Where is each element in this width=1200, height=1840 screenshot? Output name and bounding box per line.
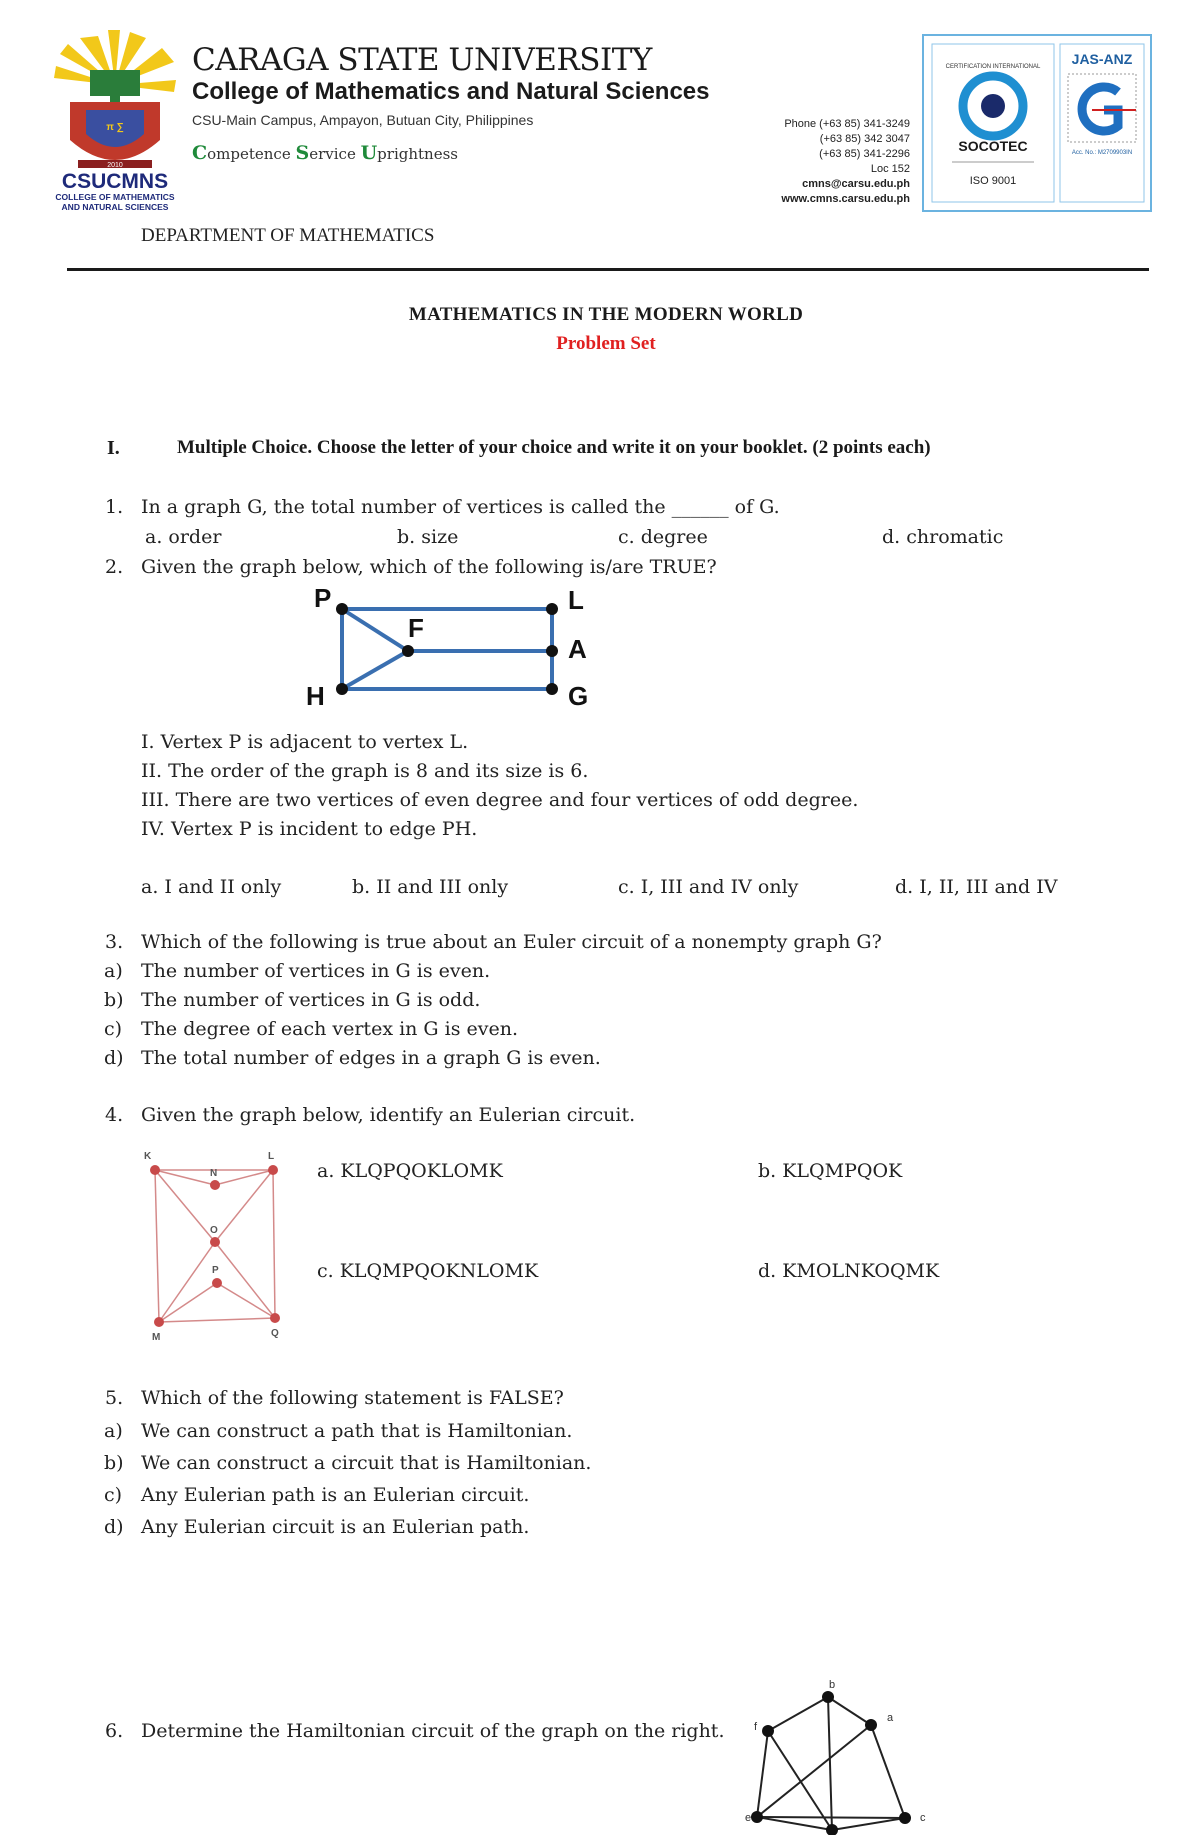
q1-choice-c: c. degree xyxy=(618,526,708,548)
q4-vertex-o xyxy=(210,1237,220,1247)
q1-number: 1. xyxy=(105,496,124,518)
q5-option-b-letter: b) xyxy=(104,1452,124,1474)
q4-vertex-p xyxy=(212,1278,222,1288)
q6-graph xyxy=(745,1675,935,1835)
q6-number: 6. xyxy=(105,1720,124,1742)
logo-banner-text: 2010 xyxy=(107,162,123,169)
q2-vertex-p xyxy=(336,603,348,615)
jasanz-acc-number: Acc. No.: M2709903IN xyxy=(1071,150,1133,156)
q4-text: Given the graph below, identify an Eulerian circuit. xyxy=(141,1104,636,1126)
q4-vertex-m xyxy=(154,1317,164,1327)
q4-vertex-n xyxy=(210,1180,220,1190)
q2-label-h: H xyxy=(306,681,325,711)
q6-label-b: b xyxy=(829,1679,836,1691)
motto-word-1: ompetence xyxy=(207,145,296,163)
iso-label: ISO 9001 xyxy=(969,175,1017,187)
motto-word-3: prightness xyxy=(377,145,458,163)
q2-label-p: P xyxy=(314,585,332,613)
q6-vertex-d xyxy=(826,1824,838,1835)
logo-text-line2: COLLEGE OF MATHEMATICS xyxy=(55,192,175,202)
q2-label-g: G xyxy=(568,681,589,711)
q2-vertex-f xyxy=(402,645,414,657)
q6-text: Determine the Hamiltonian circuit of the graph on the right. xyxy=(141,1720,725,1742)
college-address: CSU-Main Campus, Ampayon, Butuan City, Philippines xyxy=(192,112,534,128)
q4-vertex-k xyxy=(150,1165,160,1175)
q1-choice-d: d. chromatic xyxy=(882,526,1004,548)
q1-choice-a: a. order xyxy=(145,526,222,548)
q4-number: 4. xyxy=(105,1104,124,1126)
q2-choice-d: d. I, II, III and IV xyxy=(895,876,1058,898)
motto-initial-1: C xyxy=(192,142,208,164)
section-number: I. xyxy=(107,437,120,459)
contact-phone-1: Phone (+63 85) 341-3249 xyxy=(784,118,910,130)
q6-vertex-e xyxy=(751,1811,763,1823)
q4-label-l: L xyxy=(268,1151,275,1162)
contact-loc: Loc 152 xyxy=(870,163,910,175)
q3-option-d: The total number of edges in a graph G is even. xyxy=(141,1047,601,1069)
q3-option-b-letter: b) xyxy=(104,989,124,1011)
q5-option-a-letter: a) xyxy=(104,1420,123,1442)
q2-number: 2. xyxy=(105,556,124,578)
q2-label-l: L xyxy=(568,585,584,615)
header-divider xyxy=(67,268,1149,271)
motto-word-2: ervice xyxy=(309,145,361,163)
q6-label-a: a xyxy=(887,1712,894,1724)
q3-text: Which of the following is true about an Euler circuit of a nonempty graph G? xyxy=(141,931,882,953)
q2-label-a: A xyxy=(568,634,587,664)
jasanz-label: JAS-ANZ xyxy=(1071,51,1133,67)
q2-statement-1: I. Vertex P is adjacent to vertex L. xyxy=(141,731,469,753)
q6-label-f: f xyxy=(754,1721,758,1733)
q2-choice-b: b. II and III only xyxy=(352,876,509,898)
q2-text: Given the graph below, which of the following is/are TRUE? xyxy=(141,556,717,578)
q5-option-d: Any Eulerian circuit is an Eulerian path. xyxy=(141,1516,530,1538)
q2-graph xyxy=(300,585,600,715)
college-motto xyxy=(192,142,458,164)
college-name: College of Mathematics and Natural Sciences xyxy=(192,78,710,105)
logo-text-csucmns: CSUCMNS xyxy=(61,170,169,193)
q2-graph-edges xyxy=(342,609,552,689)
q1-choice-b: b. size xyxy=(397,526,459,548)
q6-label-e: e xyxy=(745,1812,752,1824)
q4-choice-b: b. KLQMPQOK xyxy=(758,1160,903,1182)
q3-option-a: The number of vertices in G is even. xyxy=(141,960,491,982)
q6-vertex-c xyxy=(899,1812,911,1824)
q2-statement-4: IV. Vertex P is incident to edge PH. xyxy=(141,818,478,840)
q5-number: 5. xyxy=(105,1387,124,1409)
q2-vertex-a xyxy=(546,645,558,657)
q5-option-b: We can construct a circuit that is Hamiltonian. xyxy=(141,1452,592,1474)
q4-choice-a: a. KLQPQOKLOMK xyxy=(317,1160,503,1182)
q4-label-m: M xyxy=(152,1332,161,1342)
contact-phone-2: (+63 85) 342 3047 xyxy=(819,133,910,145)
q3-option-c: The degree of each vertex in G is even. xyxy=(141,1018,519,1040)
q2-statement-3: III. There are two vertices of even degree and four vertices of odd degree. xyxy=(141,789,859,811)
q1-text: In a graph G, the total number of vertices is called the ______ of G. xyxy=(141,496,780,518)
q4-label-o: O xyxy=(210,1225,218,1236)
q3-option-b: The number of vertices in G is odd. xyxy=(141,989,481,1011)
q3-option-a-letter: a) xyxy=(104,960,123,982)
q5-option-c-letter: c) xyxy=(104,1484,123,1506)
section-instruction: Multiple Choice. Choose the letter of your choice and write it on your booklet. (2 points each) xyxy=(177,437,931,458)
q4-label-n: N xyxy=(210,1168,218,1179)
q2-choice-a: a. I and II only xyxy=(141,876,282,898)
q2-vertex-g xyxy=(546,683,558,695)
q4-label-q: Q xyxy=(271,1328,279,1339)
contact-phone-3: (+63 85) 341-2296 xyxy=(819,148,910,160)
q5-option-a: We can construct a path that is Hamiltonian. xyxy=(141,1420,573,1442)
q4-vertex-l xyxy=(268,1165,278,1175)
q5-option-d-letter: d) xyxy=(104,1516,124,1538)
contact-website[interactable]: www.cmns.carsu.edu.ph xyxy=(781,193,910,205)
q2-choice-c: c. I, III and IV only xyxy=(618,876,799,898)
q2-vertex-l xyxy=(546,603,558,615)
q5-option-c: Any Eulerian path is an Eulerian circuit. xyxy=(141,1484,530,1506)
q6-vertex-a xyxy=(865,1719,877,1731)
q3-option-c-letter: c) xyxy=(104,1018,123,1040)
college-logo xyxy=(50,30,180,215)
cert-ring-text: CERTIFICATION INTERNATIONAL xyxy=(945,64,1041,70)
q4-label-k: K xyxy=(144,1151,152,1162)
q4-vertex-q xyxy=(270,1313,280,1323)
q6-label-c: c xyxy=(920,1812,926,1824)
certification-badge xyxy=(922,34,1152,212)
logo-text-line3: AND NATURAL SCIENCES xyxy=(61,202,169,212)
university-name: CARAGA STATE UNIVERSITY xyxy=(192,42,652,78)
svg-text:π ∑: π ∑ xyxy=(106,122,124,133)
contact-block xyxy=(781,117,910,207)
q2-vertex-h xyxy=(336,683,348,695)
q4-choice-d: d. KMOLNKOQMK xyxy=(758,1260,940,1282)
document-subtitle: Problem Set xyxy=(556,333,656,354)
motto-initial-2: S xyxy=(295,142,310,164)
q6-graph-edges xyxy=(757,1697,905,1830)
q2-statement-2: II. The order of the graph is 8 and its size is 6. xyxy=(141,760,589,782)
q2-label-f: F xyxy=(408,613,424,643)
q4-label-p: P xyxy=(212,1265,219,1276)
q3-option-d-letter: d) xyxy=(104,1047,124,1069)
contact-email[interactable]: cmns@carsu.edu.ph xyxy=(802,178,910,190)
socotec-label: SOCOTEC xyxy=(958,138,1028,154)
document-title: MATHEMATICS IN THE MODERN WORLD xyxy=(408,304,804,325)
q6-vertex-f xyxy=(762,1725,774,1737)
department-name: DEPARTMENT OF MATHEMATICS xyxy=(141,225,435,246)
q3-number: 3. xyxy=(105,931,124,953)
motto-initial-3: U xyxy=(360,142,378,164)
q5-text: Which of the following statement is FALSE? xyxy=(141,1387,564,1409)
q4-choice-c: c. KLQMPQOKNLOMK xyxy=(317,1260,539,1282)
q6-vertex-b xyxy=(822,1691,834,1703)
q4-graph xyxy=(138,1142,288,1342)
